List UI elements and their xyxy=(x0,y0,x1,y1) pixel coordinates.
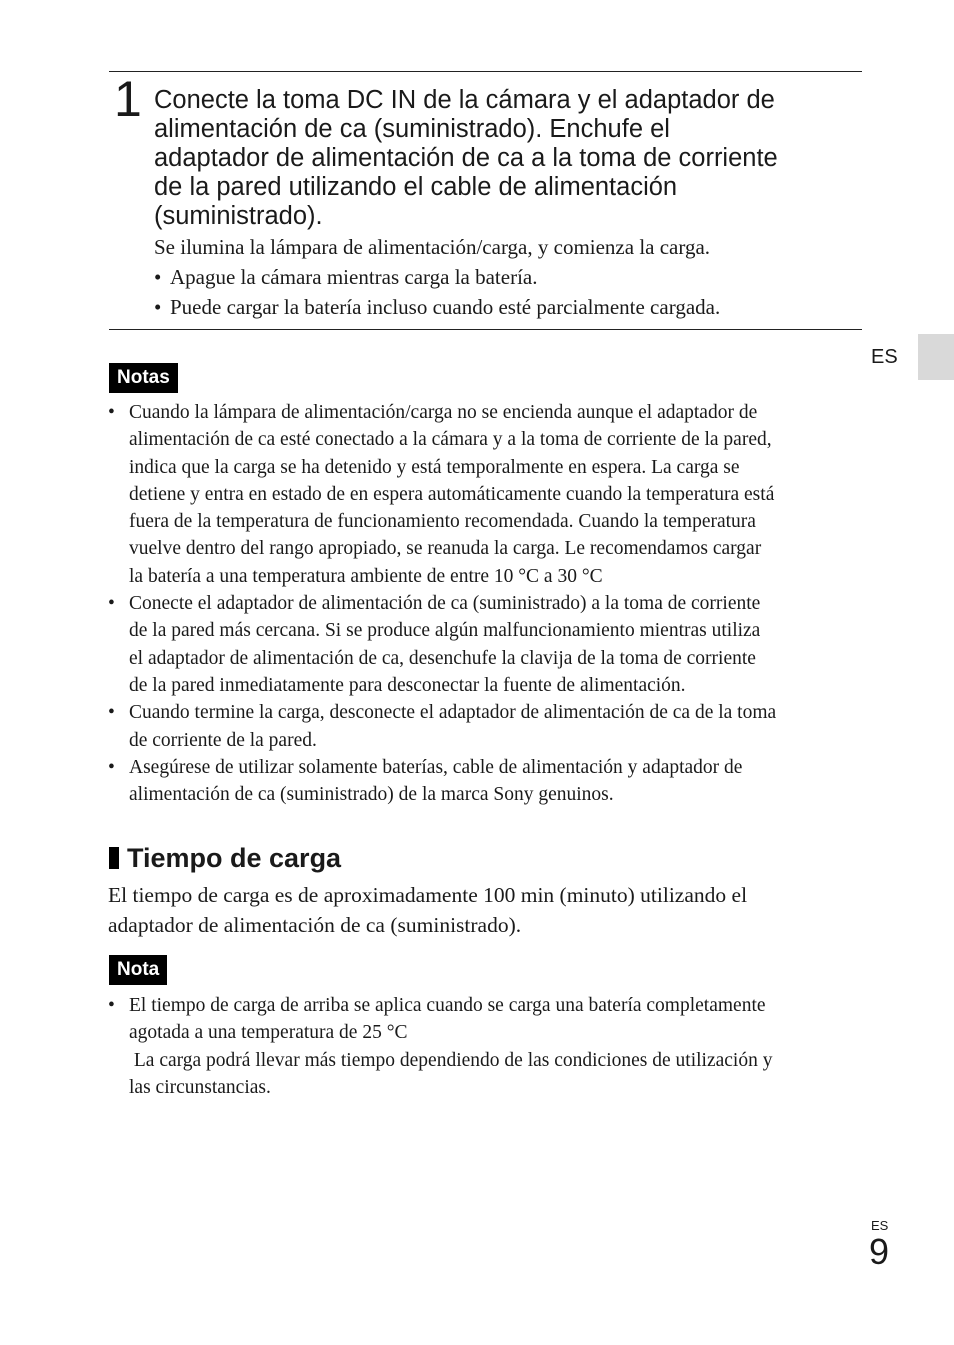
note-line: alimentación de ca (suministrado) de la marca Sony genuinos. xyxy=(129,784,614,806)
bullet-icon: • xyxy=(108,593,115,615)
step-heading-line: (suministrado). xyxy=(154,202,323,230)
bullet-icon: • xyxy=(154,265,162,289)
note-line: indica que la carga se ha detenido y está temporalmente en espera. La carga se xyxy=(129,456,740,478)
note-line: alimentación de ca esté conectado a la cámara y a la toma de corriente de la pared, xyxy=(129,429,772,451)
note-line: Cuando la lámpara de alimentación/carga no se encienda aunque el adaptador de xyxy=(129,402,758,423)
footer-lang: ES xyxy=(871,1218,889,1233)
step-bullet xyxy=(154,292,866,322)
notas-list xyxy=(108,399,862,808)
section-marker-icon xyxy=(109,847,119,869)
note-line: vuelve dentro del rango apropiado, se reanuda la carga. Le recomendamos cargar xyxy=(129,538,762,560)
note-line: La carga podrá llevar más tiempo dependiendo de las condiciones de utilización y xyxy=(129,1049,773,1071)
section-title: Tiempo de carga xyxy=(127,843,342,873)
side-tab-marker xyxy=(918,334,954,380)
list-item xyxy=(108,399,862,590)
page-number: 9 xyxy=(869,1231,890,1272)
step-bullet-text: Apague la cámara mientras carga la batería. xyxy=(170,265,538,289)
note-line: de corriente de la pared. xyxy=(129,729,317,751)
list-item xyxy=(108,699,862,754)
side-language-label: ES xyxy=(871,346,898,368)
step-bullet-text: Puede cargar la batería incluso cuando esté parcialmente cargada. xyxy=(170,295,721,319)
note-line: de la pared inmediatamente para desconectar la fuente de alimentación. xyxy=(129,674,686,696)
section-heading xyxy=(109,841,341,875)
note-line: Cuando termine la carga, desconecte el adaptador de alimentación de ca de la toma xyxy=(129,702,777,724)
step-bullet xyxy=(154,262,866,292)
notas-badge: Notas xyxy=(109,363,178,393)
body-line: El tiempo de carga es de aproximadamente 100 min (minuto) utilizando el xyxy=(108,883,748,907)
note-line: el adaptador de alimentación de ca, desenchufe la clavija de la toma de corriente xyxy=(129,647,756,669)
step-heading-line: de la pared utilizando el cable de alimentación xyxy=(154,173,678,201)
bullet-icon: • xyxy=(154,295,162,319)
note-line: fuera de la temperatura de funcionamiento recomendada. Cuando la temperatura xyxy=(129,511,756,533)
body-line: adaptador de alimentación de ca (suministrado). xyxy=(108,913,522,937)
note-line: de la pared más cercana. Si se produce algún malfuncionamiento mientras utiliza xyxy=(129,620,761,642)
list-item xyxy=(108,992,862,1101)
note-line: El tiempo de carga de arriba se aplica cuando se carga una batería completamente xyxy=(129,995,766,1016)
step-bottom-rule xyxy=(109,329,862,330)
nota-badge: Nota xyxy=(109,955,167,985)
step-detail-text: Se ilumina la lámpara de alimentación/carga, y comienza la carga. xyxy=(154,235,711,259)
note-line: la batería a una temperatura ambiente de entre 10 °C a 30 °C xyxy=(129,565,603,587)
section-body xyxy=(108,880,862,940)
bullet-icon: • xyxy=(108,702,115,724)
note-line: las circunstancias. xyxy=(129,1076,271,1098)
step-heading-line: adaptador de alimentación de ca a la toma de corriente xyxy=(154,144,778,172)
step-heading-line: Conecte la toma DC IN de la cámara y el adaptador de xyxy=(154,86,775,114)
note-line: detiene y entra en estado de en espera automáticamente cuando la temperatura está xyxy=(129,483,775,505)
list-item xyxy=(108,590,862,699)
bullet-icon: • xyxy=(108,402,115,423)
bullet-icon: • xyxy=(108,756,115,778)
step-detail-block xyxy=(154,232,866,322)
note-line: Conecte el adaptador de alimentación de ca (suministrado) a la toma de corriente xyxy=(129,593,761,615)
step-number: 1 xyxy=(114,71,142,127)
step-heading-line: alimentación de ca (suministrado). Enchufe el xyxy=(154,115,670,143)
note-line: Asegúrese de utilizar solamente baterías, cable de alimentación y adaptador de xyxy=(129,756,743,778)
nota-list xyxy=(108,992,862,1101)
bullet-icon: • xyxy=(108,995,115,1016)
note-line: agotada a una temperatura de 25 °C xyxy=(129,1022,408,1044)
step-heading xyxy=(154,86,866,231)
top-rule xyxy=(109,71,862,72)
list-item xyxy=(108,754,862,809)
